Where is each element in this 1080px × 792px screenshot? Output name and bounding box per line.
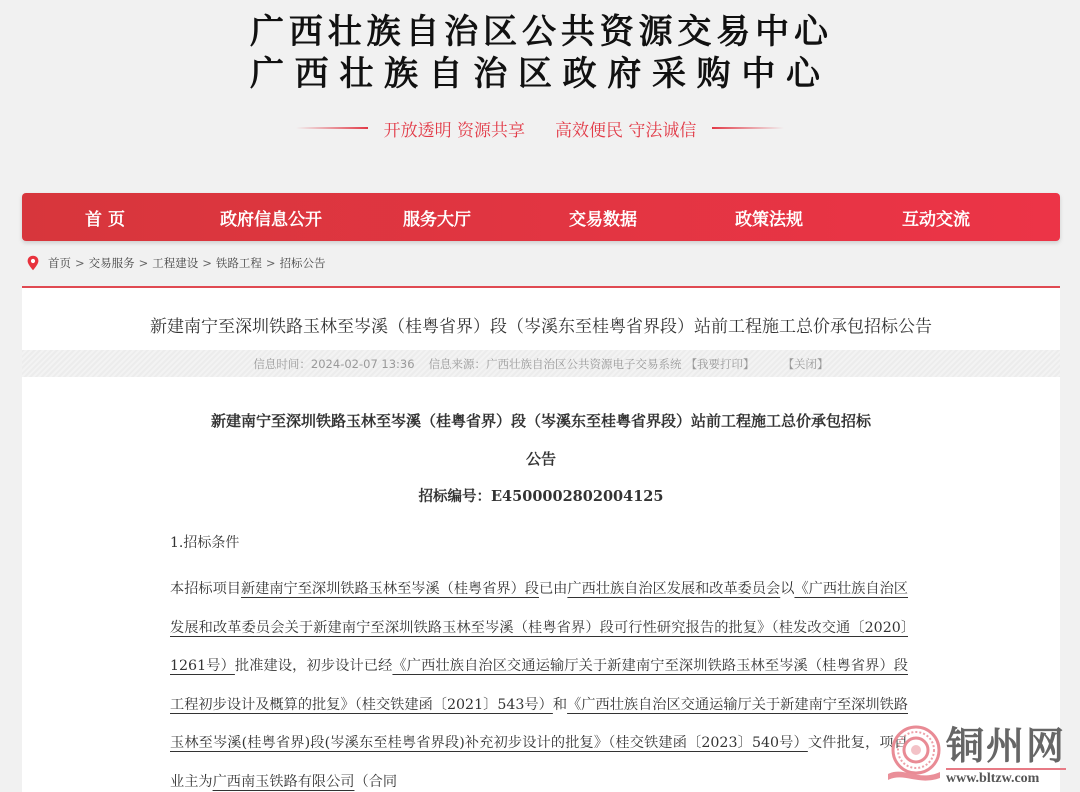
section-title-bid-conditions: 1.招标条件: [170, 535, 240, 551]
para-text: 文件批复，项目业主为: [170, 735, 908, 790]
meta-time-label: 信息时间：: [253, 356, 311, 371]
breadcrumb-trade-service[interactable]: 交易服务: [88, 256, 135, 270]
breadcrumb-separator: >: [75, 256, 85, 270]
project-owner: 广西南玉铁路有限公司: [212, 773, 355, 790]
nav-item-policy[interactable]: 政策法规: [735, 209, 803, 230]
site-title-line1: 广西壮族自治区公共资源交易中心: [250, 12, 830, 52]
watermark: [886, 718, 1076, 792]
article-title: 新建南宁至深圳铁路玉林至岑溪（桂粤省界）段（岑溪东至桂粤省界段）站前工程施工总价承包招标公告: [150, 317, 932, 337]
slogan-divider-left: [296, 127, 368, 129]
breadcrumb: [26, 253, 326, 273]
para-text: 和: [552, 696, 568, 713]
main-nav: [22, 193, 1060, 241]
site-header: [0, 0, 1080, 185]
para-text: 已由: [538, 581, 568, 597]
para-text: 本招标项目: [170, 581, 241, 597]
breadcrumb-home[interactable]: 首页: [48, 256, 71, 270]
watermark-name: 铜州网: [946, 722, 1067, 768]
bid-number-label: 招标编号：: [418, 488, 491, 505]
meta-source-label: 信息来源：: [428, 356, 487, 371]
breadcrumb-bid-notice[interactable]: 招标公告: [279, 256, 326, 270]
slogan-divider-right: [712, 127, 784, 129]
approval-document-2: 《广西壮族自治区交通运输厅关于新建南宁至深圳铁路玉林至岑溪（桂粤省界）段工程初步设计及概算的批复》（桂交铁建函〔2021〕543号）: [170, 658, 908, 713]
breadcrumb-separator: >: [202, 256, 212, 270]
nav-item-service-hall[interactable]: 服务大厅: [403, 209, 471, 230]
article-panel: [22, 286, 1060, 792]
bid-conditions-paragraph: [170, 570, 908, 792]
close-link[interactable]: 【关闭】: [782, 356, 829, 371]
bid-number-value: E4500002802004125: [491, 488, 664, 505]
approving-authority: 广西壮族自治区发展和改革委员会: [567, 581, 781, 597]
breadcrumb-railway[interactable]: 铁路工程: [215, 256, 262, 270]
breadcrumb-separator: >: [265, 256, 276, 270]
breadcrumb-separator: >: [138, 256, 149, 270]
bid-number: [22, 478, 1060, 516]
site-title-line2: 广西壮族自治区政府采购中心: [250, 54, 830, 94]
para-text: （合同: [354, 773, 398, 790]
nav-item-interaction[interactable]: 互动交流: [902, 209, 970, 230]
doc-heading-line1: 新建南宁至深圳铁路玉林至岑溪（桂粤省界）段（岑溪东至桂粤省界段）站前工程施工总价承包招标: [210, 412, 871, 430]
para-text: 以: [780, 581, 795, 597]
meta-time-value: 2024-02-07 13:36: [310, 356, 415, 371]
approval-document-1: 《广西壮族自治区发展和改革委员会关于新建南宁至深圳铁路玉林至岑溪（桂粤省界）段可行性研究报告的批复》（桂发改交通〔2020〕1261号）: [170, 581, 908, 674]
print-link[interactable]: 【我要打印】: [685, 356, 755, 371]
nav-item-home[interactable]: 首 页: [85, 209, 125, 230]
slogan-right: 高效便民 守法诚信: [555, 120, 697, 141]
watermark-seal-icon: [886, 724, 942, 786]
doc-heading-line2: 公告: [525, 450, 556, 468]
nav-item-trade-data[interactable]: 交易数据: [569, 209, 637, 230]
project-name: 新建南宁至深圳铁路玉林至岑溪（桂粤省界）段: [240, 581, 539, 597]
article-meta-bar: [22, 350, 1060, 377]
location-pin-icon: [26, 255, 40, 271]
slogan-left: 开放透明 资源共享: [383, 120, 525, 141]
slogan-row: [280, 116, 800, 140]
watermark-url: www.bltzw.com: [946, 768, 1066, 787]
approval-document-3: 《广西壮族自治区交通运输厅关于新建南宁至深圳铁路玉林至岑溪(桂粤省界)段(岑溪东至桂粤省界段)补充初步设计的批复》（桂交铁建函〔2023〕540号）: [170, 696, 908, 751]
nav-item-gov-info[interactable]: 政府信息公开: [220, 209, 322, 230]
breadcrumb-engineering[interactable]: 工程建设: [152, 256, 199, 270]
para-text: 批准建设，初步设计已经: [234, 658, 393, 674]
meta-source-value: 广西壮族自治区公共资源电子交易系统: [486, 356, 682, 371]
